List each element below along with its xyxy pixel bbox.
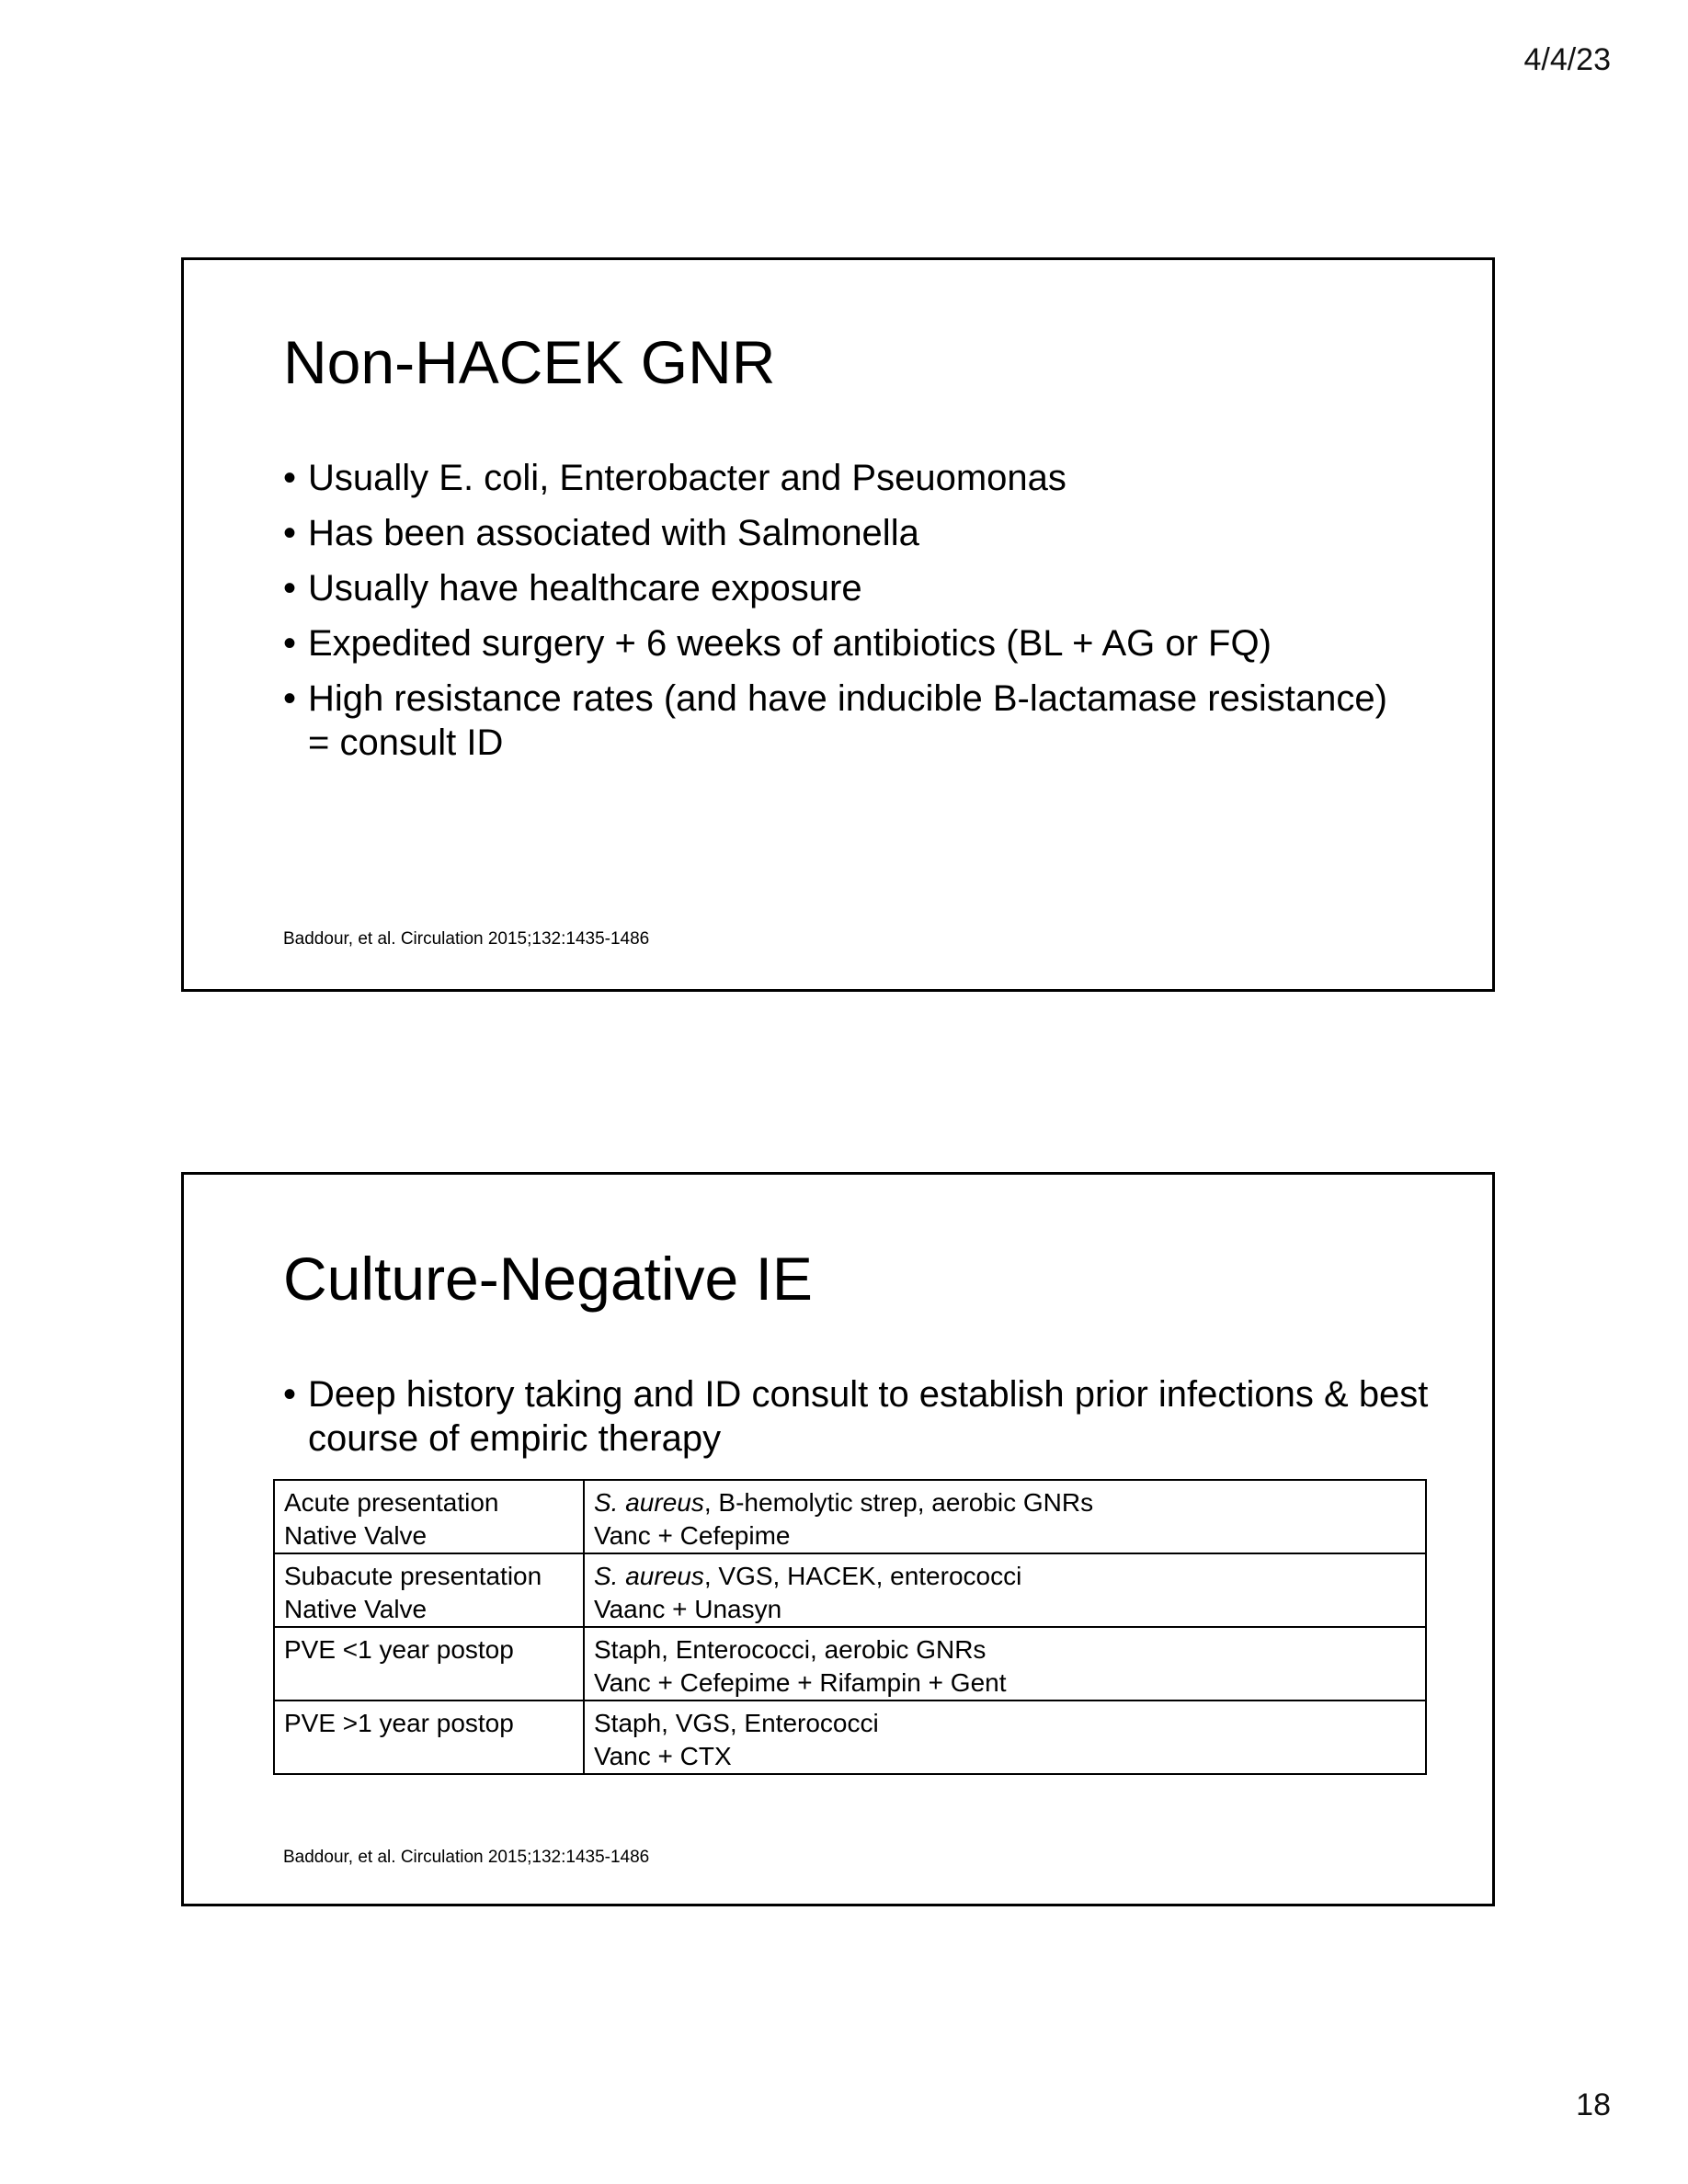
organisms-line xyxy=(594,1560,1416,1593)
setting-line: Native Valve xyxy=(284,1595,428,1623)
bullet-list xyxy=(283,1372,1442,1472)
therapy-line: Vanc + Cefepime + Rifampin + Gent xyxy=(594,1668,1007,1697)
setting-line: PVE >1 year postop xyxy=(284,1709,514,1737)
therapy-line: Vaanc + Unasyn xyxy=(594,1595,782,1623)
setting-line: PVE <1 year postop xyxy=(284,1635,514,1664)
table-row xyxy=(274,1553,1426,1627)
citation: Baddour, et al. Circulation 2015;132:1435-1486 xyxy=(283,929,650,949)
organisms-line xyxy=(594,1486,1416,1519)
organisms-text: , VGS, HACEK, enterococci xyxy=(703,1562,1022,1590)
slide-culture-negative-ie xyxy=(181,1172,1495,1906)
organism-italic: S. aureus xyxy=(594,1488,704,1517)
therapy-line: Vanc + CTX xyxy=(594,1742,732,1770)
organisms-therapy-cell xyxy=(584,1553,1426,1627)
setting-cell xyxy=(274,1627,584,1701)
slide-title: Culture-Negative IE xyxy=(283,1245,813,1313)
organism-italic: S. aureus xyxy=(594,1562,704,1590)
bullet-list xyxy=(283,456,1414,776)
bullet-item: • Expedited surgery + 6 weeks of antibiotics (BL + AG or FQ) xyxy=(283,621,1414,665)
setting-line: Acute presentation xyxy=(284,1488,499,1517)
setting-cell xyxy=(274,1553,584,1627)
empiric-therapy-table xyxy=(273,1479,1427,1775)
organisms-therapy-cell xyxy=(584,1627,1426,1701)
bullet-item: • Has been associated with Salmonella xyxy=(283,511,1414,555)
setting-line: Subacute presentation xyxy=(284,1562,542,1590)
page-date: 4/4/23 xyxy=(1523,42,1611,77)
organisms-therapy-cell xyxy=(584,1480,1426,1553)
organisms-therapy-cell xyxy=(584,1701,1426,1774)
setting-cell xyxy=(274,1701,584,1774)
table-row xyxy=(274,1480,1426,1553)
setting-line: Native Valve xyxy=(284,1521,428,1550)
citation: Baddour, et al. Circulation 2015;132:1435-1486 xyxy=(283,1848,650,1867)
bullet-item: • Usually have healthcare exposure xyxy=(283,566,1414,610)
table-row xyxy=(274,1701,1426,1774)
organisms-text: , B-hemolytic strep, aerobic GNRs xyxy=(703,1488,1094,1517)
therapy-line: Vanc + Cefepime xyxy=(594,1521,791,1550)
organisms-line: Staph, Enterococci, aerobic GNRs xyxy=(594,1635,987,1664)
table-row xyxy=(274,1627,1426,1701)
bullet-item: • Usually E. coli, Enterobacter and Pseuomonas xyxy=(283,456,1414,500)
bullet-item: • Deep history taking and ID consult to establish prior infections & best course of empiric therapy xyxy=(283,1372,1442,1461)
slide-title: Non-HACEK GNR xyxy=(283,328,776,396)
page-number: 18 xyxy=(1576,2087,1611,2122)
slide-non-hacek-gnr xyxy=(181,257,1495,992)
setting-cell xyxy=(274,1480,584,1553)
organisms-line: Staph, VGS, Enterococci xyxy=(594,1709,879,1737)
bullet-item: • High resistance rates (and have inducible B-lactamase resistance) = consult ID xyxy=(283,677,1414,765)
